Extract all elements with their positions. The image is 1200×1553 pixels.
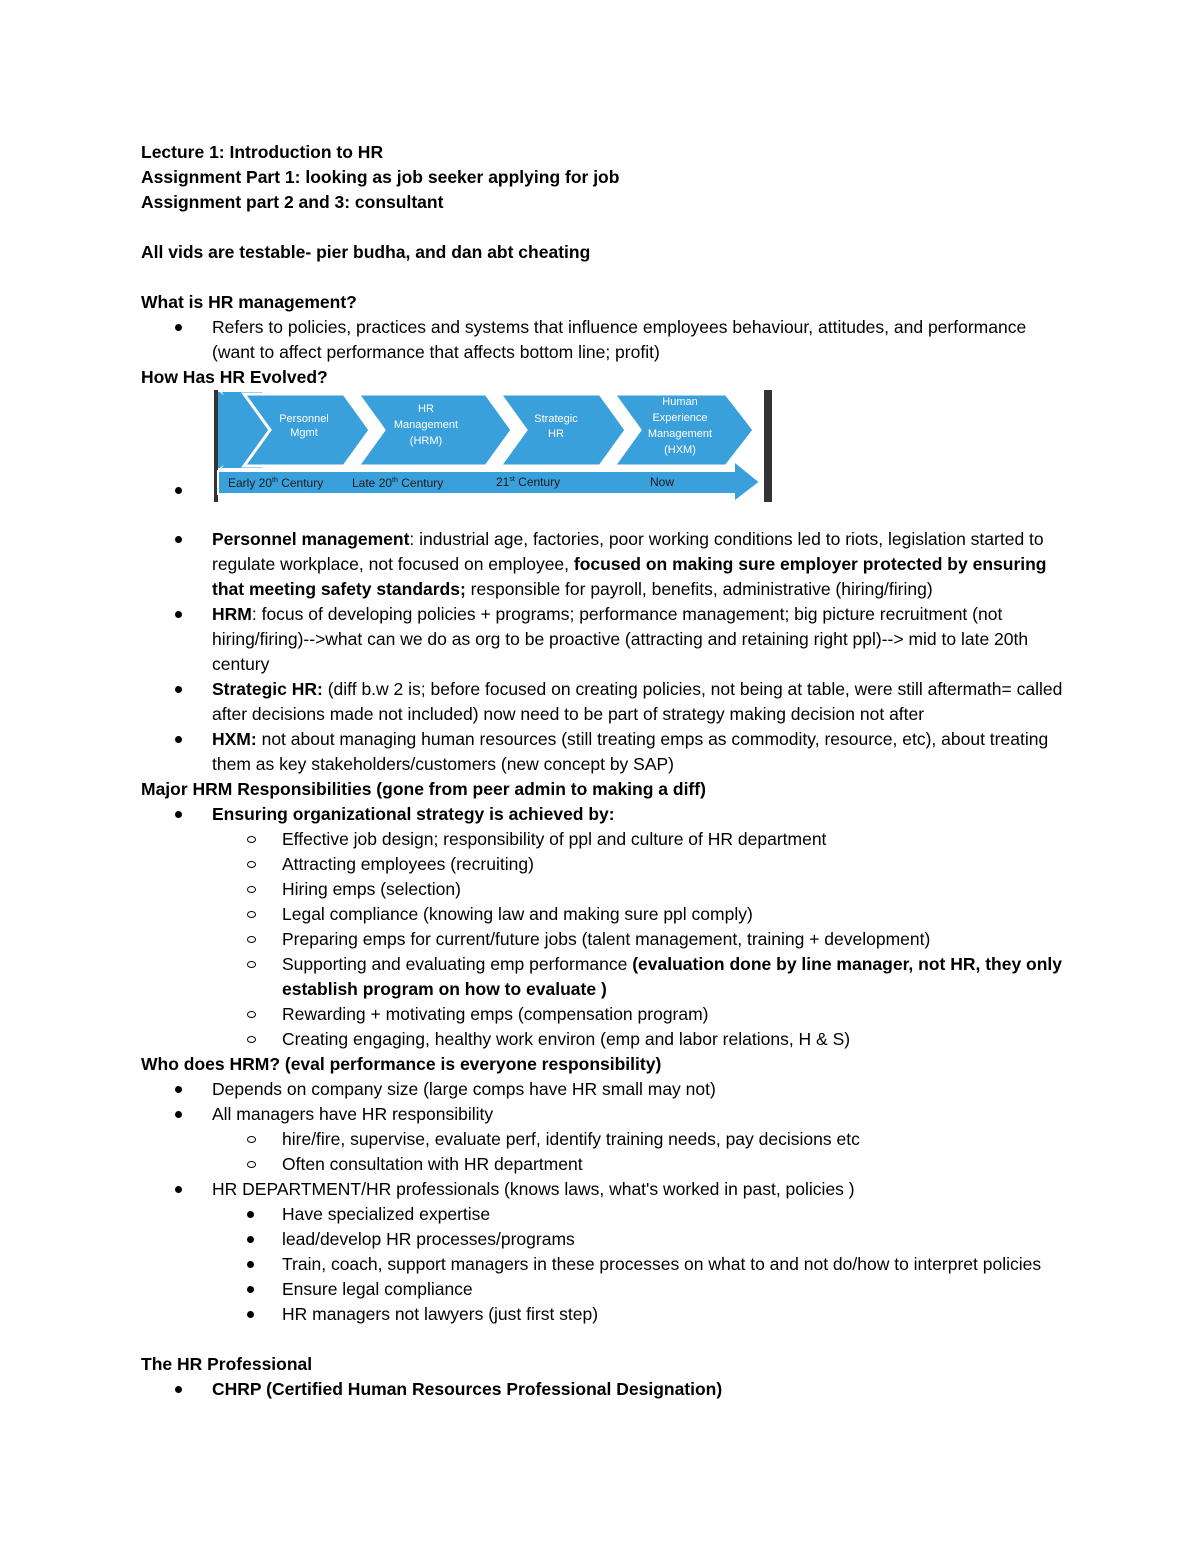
hr-evolution-diagram: [214, 390, 772, 502]
sub-item: Often consultation with HR department: [141, 1152, 1071, 1177]
stage-label: (HXM): [664, 444, 696, 456]
document-body: [141, 140, 1071, 1402]
bullet-icon: [175, 686, 182, 693]
era-early-20th: Early 20th Century: [228, 476, 324, 490]
bullet-icon: [175, 536, 182, 543]
stage-label: Experience: [652, 412, 708, 424]
bullet-icon: [175, 1186, 182, 1193]
diagram-frame-right: [764, 390, 772, 502]
sub-item: Preparing emps for current/future jobs (talent management, training + development): [141, 927, 1071, 952]
circle-bullet-icon: [247, 961, 256, 968]
stage-label: Strategic: [534, 413, 578, 425]
bullet-icon: [247, 1236, 254, 1243]
list-item-strategic: Strategic HR: (diff b.w 2 is; before focused on creating policies, not being at table, were still aftermath= called after decisions made not included) now need to be part of strategy making decision not after: [141, 677, 1071, 727]
vids-note: All vids are testable- pier budha, and dan abt cheating: [141, 242, 591, 262]
stage-label: (HRM): [409, 435, 443, 447]
major-list: [141, 802, 1071, 1052]
list-item: HR DEPARTMENT/HR professionals (knows laws, what's worked in past, policies ): [141, 1177, 1071, 1202]
stage-label: Management: [647, 428, 713, 440]
circle-bullet-icon: [247, 936, 256, 943]
circle-bullet-icon: [247, 1036, 256, 1043]
list-item-empty: [141, 502, 1071, 527]
sub-item: hire/fire, supervise, evaluate perf, identify training needs, pay decisions etc: [141, 1127, 1071, 1152]
bullet-icon: [175, 487, 182, 494]
assignment-part-1: Assignment Part 1: looking as job seeker applying for job: [141, 167, 620, 187]
stage-label: Human: [662, 396, 698, 408]
sub-item: Train, coach, support managers in these processes on what to and not do/how to interpret policies: [141, 1252, 1071, 1277]
circle-bullet-icon: [247, 1161, 256, 1168]
bullet-icon: [175, 1111, 182, 1118]
who-list: [141, 1077, 1071, 1327]
lecture-title: Lecture 1: Introduction to HR: [141, 142, 384, 162]
evolved-list: [141, 390, 1071, 777]
bullet-icon: [175, 1386, 182, 1393]
sub-item: Have specialized expertise: [141, 1202, 1071, 1227]
circle-bullet-icon: [247, 886, 256, 893]
list-item: Depends on company size (large comps have HR small may not): [141, 1077, 1071, 1102]
pro-heading: The HR Professional: [141, 1354, 313, 1374]
list-item-diagram: [141, 390, 1071, 502]
what-is-heading: What is HR management?: [141, 292, 357, 312]
circle-bullet-icon: [247, 911, 256, 918]
sub-item: Creating engaging, healthy work environ (emp and labor relations, H & S): [141, 1027, 1071, 1052]
era-21st: 21st Century: [496, 475, 561, 489]
list-item: Ensuring organizational strategy is achieved by:: [141, 802, 1071, 827]
evolved-heading: How Has HR Evolved?: [141, 367, 328, 387]
sub-item: Supporting and evaluating emp performance (evaluation done by line manager, not HR, they only establish program on how to evaluate ): [141, 952, 1071, 1002]
sub-item: lead/develop HR processes/programs: [141, 1227, 1071, 1252]
era-now: Now: [650, 475, 675, 489]
list-item: Refers to policies, practices and systems that influence employees behaviour, attitudes, and performance (want to affect performance that affects bottom line; profit): [141, 315, 1071, 365]
sub-item: Effective job design; responsibility of ppl and culture of HR department: [141, 827, 1071, 852]
stage-label: Management: [393, 419, 459, 431]
circle-bullet-icon: [247, 861, 256, 868]
stage-label: Personnel: [279, 413, 329, 425]
pro-list: [141, 1377, 1071, 1402]
stage-label: HR: [418, 403, 434, 415]
sub-item: Attracting employees (recruiting): [141, 852, 1071, 877]
stage-label: Mgmt: [290, 427, 318, 439]
circle-bullet-icon: [247, 1136, 256, 1143]
bullet-icon: [247, 1311, 254, 1318]
list-item: CHRP (Certified Human Resources Professional Designation): [141, 1377, 1071, 1402]
sub-item: HR managers not lawyers (just first step): [141, 1302, 1071, 1327]
list-item-personnel: Personnel management: industrial age, factories, poor working conditions led to riots, legislation started to regulate workplace, not focused on employee, focused on making sure employer protected by ensuring that meeting safety standards; responsible for payroll, benefits, administrative (hiring/firing): [141, 527, 1071, 602]
who-heading: Who does HRM? (eval performance is everyone responsibility): [141, 1054, 662, 1074]
major-heading: Major HRM Responsibilities (gone from peer admin to making a diff): [141, 779, 706, 799]
stage-label: HR: [548, 428, 564, 440]
what-is-list: [141, 315, 1071, 365]
bullet-icon: [247, 1211, 254, 1218]
era-late-20th: Late 20th Century: [352, 476, 444, 490]
sub-item: Legal compliance (knowing law and making sure ppl comply): [141, 902, 1071, 927]
list-item-hrm: HRM: focus of developing policies + programs; performance management; big picture recruitment (not hiring/firing)-->what can we do as org to be proactive (attracting and retaining right ppl)--> mid to late 20th century: [141, 602, 1071, 677]
circle-bullet-icon: [247, 836, 256, 843]
bullet-icon: [175, 324, 182, 331]
bullet-icon: [247, 1261, 254, 1268]
bullet-icon: [175, 736, 182, 743]
bullet-icon: [175, 811, 182, 818]
circle-bullet-icon: [247, 1011, 256, 1018]
list-item-hxm: HXM: not about managing human resources (still treating emps as commodity, resource, etc), about treating them as key stakeholders/customers (new concept by SAP): [141, 727, 1071, 777]
bullet-icon: [175, 1086, 182, 1093]
sub-item: Ensure legal compliance: [141, 1277, 1071, 1302]
list-item: All managers have HR responsibility: [141, 1102, 1071, 1127]
sub-item: Hiring emps (selection): [141, 877, 1071, 902]
sub-item: Rewarding + motivating emps (compensation program): [141, 1002, 1071, 1027]
assignment-part-2-3: Assignment part 2 and 3: consultant: [141, 192, 444, 212]
bullet-icon: [247, 1286, 254, 1293]
bullet-icon: [175, 611, 182, 618]
